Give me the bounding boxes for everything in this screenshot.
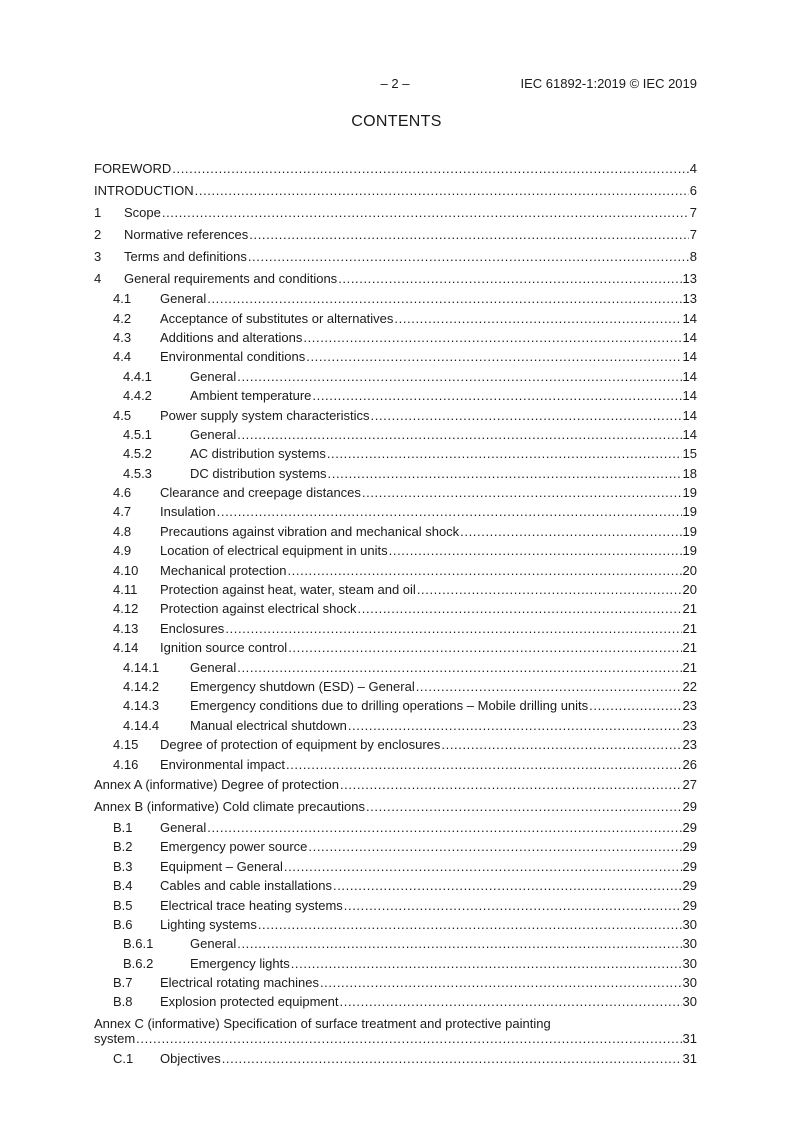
toc-entry[interactable] — [94, 696, 697, 715]
toc-entry[interactable] — [94, 405, 697, 424]
toc-entry-number: B.1 — [113, 819, 133, 835]
toc-entry[interactable] — [94, 179, 697, 201]
toc-entry-number: C.1 — [113, 1050, 134, 1066]
toc-entry-number: 4.5.2 — [123, 446, 152, 462]
toc-entry-page: 13 — [682, 291, 697, 307]
toc-entry[interactable] — [94, 1012, 697, 1049]
toc-entry[interactable] — [94, 367, 697, 386]
dot-leader — [320, 975, 682, 990]
toc-entry-title: General requirements and conditions — [124, 270, 338, 286]
toc-entry-title: Objectives — [160, 1050, 221, 1066]
toc-entry-title: Degree of protection of equipment by enclosures — [160, 737, 441, 753]
toc-entry[interactable] — [94, 483, 697, 502]
toc-entry-title: General — [190, 426, 237, 442]
toc-entry-page: 14 — [682, 310, 697, 326]
toc-entry[interactable] — [94, 347, 697, 366]
toc-entry-title: Environmental conditions — [160, 349, 306, 365]
toc-entry-title: Terms and definitions — [124, 248, 247, 264]
toc-entry-number: 4.4.1 — [123, 368, 152, 384]
toc-entry-title: Annex C (informative) Specification of surface treatment and protective painting — [94, 1015, 551, 1031]
toc-entry-number: 4.4 — [113, 349, 132, 365]
dot-leader — [248, 249, 689, 264]
toc-entry-page: 14 — [682, 349, 697, 365]
dot-leader — [417, 582, 682, 597]
toc-entry-title: Electrical rotating machines — [160, 975, 319, 991]
dot-leader — [416, 679, 682, 694]
toc-entry-number: 4.9 — [113, 543, 132, 559]
toc-entry-page: 20 — [682, 562, 697, 578]
dot-leader — [207, 291, 681, 306]
toc-entry-title: Ignition source control — [160, 640, 288, 656]
toc-entry-number: 2 — [94, 226, 102, 242]
toc-entry-title: Annex B (informative) Cold climate precautions — [94, 799, 365, 815]
toc-entry-number: 4.2 — [113, 310, 132, 326]
toc-entry-title: Clearance and creepage distances — [160, 485, 361, 501]
toc-entry-line — [94, 1031, 697, 1046]
toc-entry-number: 3 — [94, 248, 102, 264]
toc-entry-number: B.6 — [113, 916, 133, 932]
toc-entry-page: 30 — [682, 975, 697, 991]
toc-entry-number: 4.14 — [113, 640, 139, 656]
toc-entry-title: Insulation — [160, 504, 216, 520]
toc-entry-title: General — [190, 936, 237, 952]
toc-entry[interactable] — [94, 267, 697, 289]
toc-entry-title: INTRODUCTION — [94, 182, 194, 198]
toc-entry-title: Acceptance of substitutes or alternatives — [160, 310, 394, 326]
toc-entry-number: 4.11 — [113, 582, 138, 598]
toc-entry-page: 19 — [682, 485, 697, 501]
toc-entry-page: 29 — [682, 878, 697, 894]
toc-entry-number: 4.14.1 — [123, 659, 160, 675]
toc-entry[interactable] — [94, 677, 697, 696]
toc-entry-page: 23 — [682, 717, 697, 733]
toc-entry-page: 31 — [682, 1050, 697, 1066]
toc-entry-number: 4.6 — [113, 485, 132, 501]
dot-leader — [371, 408, 682, 423]
toc-entry[interactable] — [94, 638, 697, 657]
toc-entry[interactable] — [94, 895, 697, 914]
toc-entry-page: 27 — [682, 777, 697, 793]
toc-entry-title: Equipment – General — [160, 858, 283, 874]
toc-entry-page: 30 — [682, 916, 697, 932]
toc-entry-number: B.3 — [113, 858, 133, 874]
dot-leader — [348, 718, 682, 733]
toc-entry-title: Electrical trace heating systems — [160, 897, 343, 913]
toc-entry-title: Ambient temperature — [190, 388, 312, 404]
toc-entry-title: Cables and cable installations — [160, 878, 332, 894]
dot-leader — [207, 820, 681, 835]
standard-reference: IEC 61892-1:2019 © IEC 2019 — [520, 76, 697, 91]
toc-entry-number: B.4 — [113, 878, 133, 894]
dot-leader — [340, 994, 682, 1009]
toc-entry-title: AC distribution systems — [190, 446, 326, 462]
dot-leader — [312, 388, 681, 403]
dot-leader — [195, 183, 689, 198]
dot-leader — [327, 446, 682, 461]
toc-entry[interactable] — [94, 223, 697, 245]
dot-leader — [344, 898, 682, 913]
toc-entry-number: B.2 — [113, 839, 133, 855]
dot-leader — [333, 878, 682, 893]
toc-entry-page: 15 — [682, 446, 697, 462]
toc-entry[interactable] — [94, 992, 697, 1011]
dot-leader — [394, 311, 681, 326]
dot-leader — [389, 543, 682, 558]
toc-entry-title: Emergency conditions due to drilling operations – Mobile drilling units — [190, 698, 589, 714]
toc-entry-title: Lighting systems — [160, 916, 257, 932]
toc-entry-page: 14 — [682, 388, 697, 404]
dot-leader — [366, 799, 682, 814]
toc-entry-title: General — [190, 659, 237, 675]
toc-entry-title: Protection against electrical shock — [160, 601, 357, 617]
dot-leader — [284, 859, 682, 874]
toc-entry-title: Enclosures — [160, 620, 225, 636]
toc-entry[interactable] — [94, 599, 697, 618]
toc-entry[interactable] — [94, 328, 697, 347]
toc-entry-number: 4.4.2 — [123, 388, 152, 404]
toc-entry-page: 29 — [682, 799, 697, 815]
toc-entry-page: 21 — [682, 659, 697, 675]
toc-entry-title: General — [160, 819, 207, 835]
dot-leader — [358, 601, 682, 616]
toc-entry-title: DC distribution systems — [190, 465, 327, 481]
dot-leader — [338, 271, 681, 286]
toc-entry-title: Manual electrical shutdown — [190, 717, 347, 733]
toc-entry[interactable] — [94, 657, 697, 676]
toc-entry-page: 19 — [682, 523, 697, 539]
toc-entry-title: Power supply system characteristics — [160, 407, 370, 423]
dot-leader — [237, 369, 681, 384]
toc-entry-number: 4.14.4 — [123, 717, 160, 733]
toc-entry[interactable] — [94, 954, 697, 973]
toc-entry[interactable] — [94, 716, 697, 735]
page-title: CONTENTS — [351, 113, 442, 130]
toc-entry-title: Normative references — [124, 226, 249, 242]
toc-entry-number: 4.3 — [113, 329, 132, 345]
toc-entry-number: 4.8 — [113, 523, 132, 539]
toc-entry[interactable] — [94, 818, 697, 837]
toc-entry-page: 29 — [682, 858, 697, 874]
toc-entry[interactable] — [94, 522, 697, 541]
toc-entry-number: 4.16 — [113, 756, 139, 772]
toc-entry[interactable] — [94, 837, 697, 856]
toc-entry-number: 4.7 — [113, 504, 132, 520]
toc-entry[interactable] — [94, 444, 697, 463]
dot-leader — [288, 640, 681, 655]
toc-entry-title: Location of electrical equipment in units — [160, 543, 388, 559]
toc-entry[interactable] — [94, 245, 697, 267]
toc-entry-title: Environmental impact — [160, 756, 285, 772]
toc-entry-title: Annex A (informative) Degree of protection — [94, 777, 339, 793]
toc-entry[interactable] — [94, 619, 697, 638]
toc-entry-page: 20 — [682, 582, 697, 598]
toc-entry[interactable] — [94, 796, 697, 818]
toc-entry-number: 4.14.2 — [123, 679, 160, 694]
dot-leader — [328, 466, 682, 481]
toc-entry-page: 29 — [682, 839, 697, 855]
dot-leader — [237, 936, 681, 951]
dot-leader — [136, 1031, 681, 1046]
toc-entry-number: 4.12 — [113, 601, 139, 617]
toc-entry-number: 4.10 — [113, 562, 139, 578]
toc-entry-title-continued: system — [94, 1030, 136, 1046]
toc-entry-number: 4.5.1 — [123, 426, 152, 442]
toc-entry-number: B.6.1 — [123, 936, 154, 952]
dot-leader — [162, 205, 689, 220]
toc-entry-page: 29 — [682, 897, 697, 913]
toc-entry-title: Precautions against vibration and mechanical shock — [160, 523, 460, 539]
toc-entry[interactable] — [94, 157, 697, 179]
toc-entry[interactable] — [94, 774, 697, 796]
dot-leader — [222, 1051, 682, 1066]
toc-entry-title: Scope — [124, 204, 161, 220]
toc-entry-number: B.5 — [113, 897, 133, 913]
toc-entry[interactable] — [94, 560, 697, 579]
toc-entry[interactable] — [94, 735, 697, 754]
toc-entry-number: 4.15 — [113, 737, 139, 753]
toc-entry-number: 4 — [94, 270, 102, 286]
toc-entry-page: 18 — [682, 465, 697, 481]
dot-leader — [249, 227, 688, 242]
toc-entry-page: 30 — [682, 994, 697, 1010]
toc-entry[interactable] — [94, 425, 697, 444]
dot-leader — [217, 504, 682, 519]
toc-entry-number: 4.14.3 — [123, 698, 160, 714]
toc-entry-page: 29 — [682, 819, 697, 835]
toc-entry-page: 21 — [682, 601, 697, 617]
toc-entry-page: 22 — [682, 679, 697, 694]
toc-entry-title: Emergency power source — [160, 839, 308, 855]
toc-entry-page: 30 — [682, 955, 697, 971]
dot-leader — [589, 698, 681, 713]
toc-entry[interactable] — [94, 857, 697, 876]
table-of-contents — [94, 157, 697, 1068]
toc-entry-page: 26 — [682, 756, 697, 772]
toc-entry-number: 4.5.3 — [123, 465, 152, 481]
toc-entry-page: 19 — [682, 504, 697, 520]
dot-leader — [308, 839, 681, 854]
toc-entry-page: 14 — [682, 407, 697, 423]
dot-leader — [460, 524, 681, 539]
toc-entry-title: Explosion protected equipment — [160, 994, 339, 1010]
toc-entry[interactable] — [94, 308, 697, 327]
toc-entry[interactable] — [94, 201, 697, 223]
toc-entry-title: General — [190, 368, 237, 384]
toc-entry-line — [94, 1016, 697, 1031]
toc-entry[interactable] — [94, 934, 697, 953]
toc-entry-number: B.7 — [113, 975, 133, 991]
toc-entry-title: General — [160, 291, 207, 307]
toc-entry-page: 13 — [682, 270, 697, 286]
toc-entry-page: 14 — [682, 426, 697, 442]
toc-entry-page: 21 — [682, 620, 697, 636]
toc-entry-number: B.6.2 — [123, 955, 154, 971]
toc-entry[interactable] — [94, 541, 697, 560]
dot-leader — [172, 161, 688, 176]
toc-entry[interactable] — [94, 289, 697, 308]
toc-entry-page: 19 — [682, 543, 697, 559]
toc-entry-title: Mechanical protection — [160, 562, 287, 578]
toc-entry-number: 4.13 — [113, 620, 139, 636]
dot-leader — [237, 660, 681, 675]
toc-entry[interactable] — [94, 1049, 697, 1068]
toc-entry[interactable] — [94, 973, 697, 992]
dot-leader — [340, 777, 682, 792]
toc-entry-page: 7 — [689, 226, 697, 242]
toc-entry[interactable] — [94, 464, 697, 483]
dot-leader — [306, 349, 681, 364]
toc-entry-page: 14 — [682, 368, 697, 384]
toc-entry-title: Additions and alterations — [160, 329, 303, 345]
toc-entry-page: 6 — [689, 182, 697, 198]
dot-leader — [441, 737, 681, 752]
toc-entry-page: 30 — [682, 936, 697, 952]
toc-entry-number: 4.5 — [113, 407, 132, 423]
toc-entry[interactable] — [94, 876, 697, 895]
toc-entry-title: Protection against heat, water, steam and oil — [160, 582, 416, 598]
toc-entry-page: 8 — [689, 248, 697, 264]
toc-entry-page: 31 — [682, 1030, 697, 1046]
toc-entry-page: 14 — [682, 329, 697, 345]
toc-entry[interactable] — [94, 386, 697, 405]
toc-entry-title: Emergency shutdown (ESD) – General — [190, 679, 415, 694]
toc-entry-number: 1 — [94, 204, 102, 220]
toc-entry-title: Emergency lights — [190, 955, 290, 971]
dot-leader — [362, 485, 682, 500]
toc-entry-page: 4 — [689, 160, 697, 176]
toc-entry-number: 4.1 — [113, 291, 132, 307]
toc-entry-number: B.8 — [113, 994, 133, 1010]
dot-leader — [258, 917, 682, 932]
toc-entry-page: 7 — [689, 204, 697, 220]
toc-entry-title: FOREWORD — [94, 160, 172, 176]
toc-entry[interactable] — [94, 580, 697, 599]
dot-leader — [225, 621, 681, 636]
dot-leader — [237, 427, 681, 442]
dot-leader — [291, 956, 682, 971]
dot-leader — [303, 330, 681, 345]
toc-entry[interactable] — [94, 502, 697, 521]
toc-entry[interactable] — [94, 915, 697, 934]
page-number: – 2 – — [380, 76, 410, 91]
toc-entry-page: 23 — [682, 698, 697, 714]
toc-entry-page: 21 — [682, 640, 697, 656]
toc-entry-page: 23 — [682, 737, 697, 753]
dot-leader — [286, 757, 682, 772]
toc-entry[interactable] — [94, 754, 697, 773]
dot-leader — [287, 563, 681, 578]
